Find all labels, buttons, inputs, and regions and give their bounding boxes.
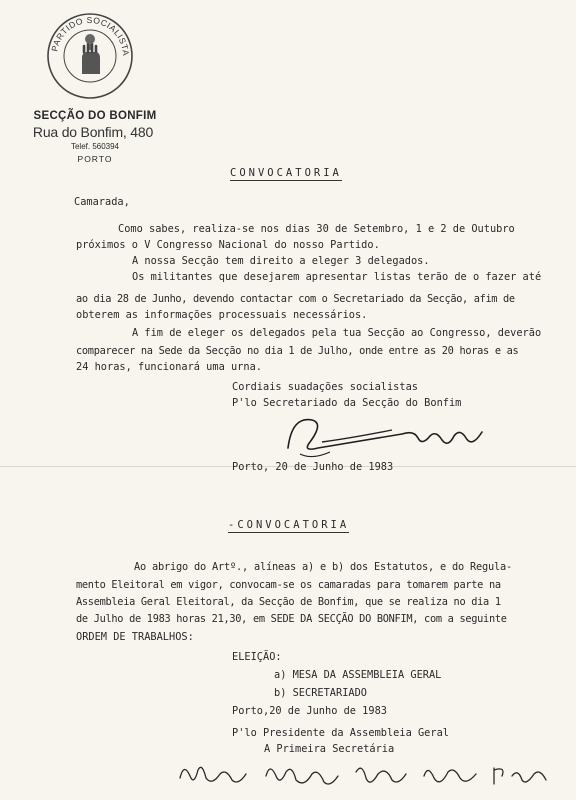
second-signatory-title: A Primeira Secretária — [264, 743, 395, 755]
body-line: Como sabes, realiza-se nos dias 30 de Setembro, 1 e 2 de Outubro — [118, 223, 515, 235]
first-signatory-line: P'lo Secretariado da Secção do Bonfim — [232, 397, 462, 409]
body-line: 24 horas, funcionará uma urna. — [76, 361, 262, 373]
letterhead-telephone: Telef. 560394 — [70, 142, 120, 151]
body-line: ORDEM DE TRABALHOS: — [76, 631, 194, 643]
letterhead-section-name: SECÇÃO DO BONFIM — [33, 110, 157, 122]
agenda-item: b) SECRETARIADO — [274, 687, 367, 699]
body-line: de Julho de 1983 horas 21,30, em SEDE DA SECÇÃO DO BONFIM, com a seguinte — [76, 613, 507, 625]
closing-greeting: Cordiais suadações socialistas — [232, 381, 418, 393]
agenda-item: a) MESA DA ASSEMBLEIA GERAL — [274, 669, 442, 681]
body-line: Ao abrigo do Artº., alíneas a) e b) dos Estatutos, e do Regula- — [134, 561, 512, 573]
letterhead-city: PORTO — [77, 154, 113, 164]
body-line: Os militantes que desejarem apresentar listas terão de o fazer até — [132, 271, 542, 283]
handwritten-signature-icon — [282, 408, 502, 464]
second-notice-title: -CONVOCATORIA — [228, 519, 350, 531]
letterhead-address: Rua do Bonfim, 480 — [32, 124, 154, 140]
body-line: Assembleia Geral Eleitoral, da Secção de Bonfim, que se realiza no dia 1 — [76, 596, 501, 608]
salutation: Camarada, — [74, 196, 130, 208]
second-notice-date: Porto,20 de Junho de 1983 — [232, 705, 387, 717]
body-line: obterem as informações processuais necessários. — [76, 309, 368, 321]
first-notice-date: Porto, 20 de Junho de 1983 — [232, 461, 394, 473]
body-line: próximos o V Congresso Nacional do nosso Partido. — [76, 239, 380, 251]
handwritten-name-signature-icon — [176, 756, 552, 796]
body-line: comparecer na Sede da Secção no dia 1 de Julho, onde entre as 20 horas e as — [76, 345, 519, 357]
body-line: A fim de eleger os delegados pela tua Secção ao Congresso, deverão — [132, 327, 542, 339]
second-signatory-line: P'lo Presidente da Assembleia Geral — [232, 727, 449, 739]
body-line: ao dia 28 de Junho, devendo contactar com o Secretariado da Secção, afim de — [76, 293, 515, 305]
party-seal-logo-icon — [46, 12, 134, 100]
body-line: mento Eleitoral em vigor, convocam-se os camaradas para tomarem parte na — [76, 579, 501, 591]
svg-text:PARTIDO SOCIALISTA: PARTIDO SOCIALISTA — [49, 14, 132, 57]
agenda-heading: ELEIÇÃO: — [232, 651, 282, 663]
first-notice-title: CONVOCATORIA — [230, 167, 342, 179]
body-line: A nossa Secção tem direito a eleger 3 delegados. — [132, 255, 430, 267]
